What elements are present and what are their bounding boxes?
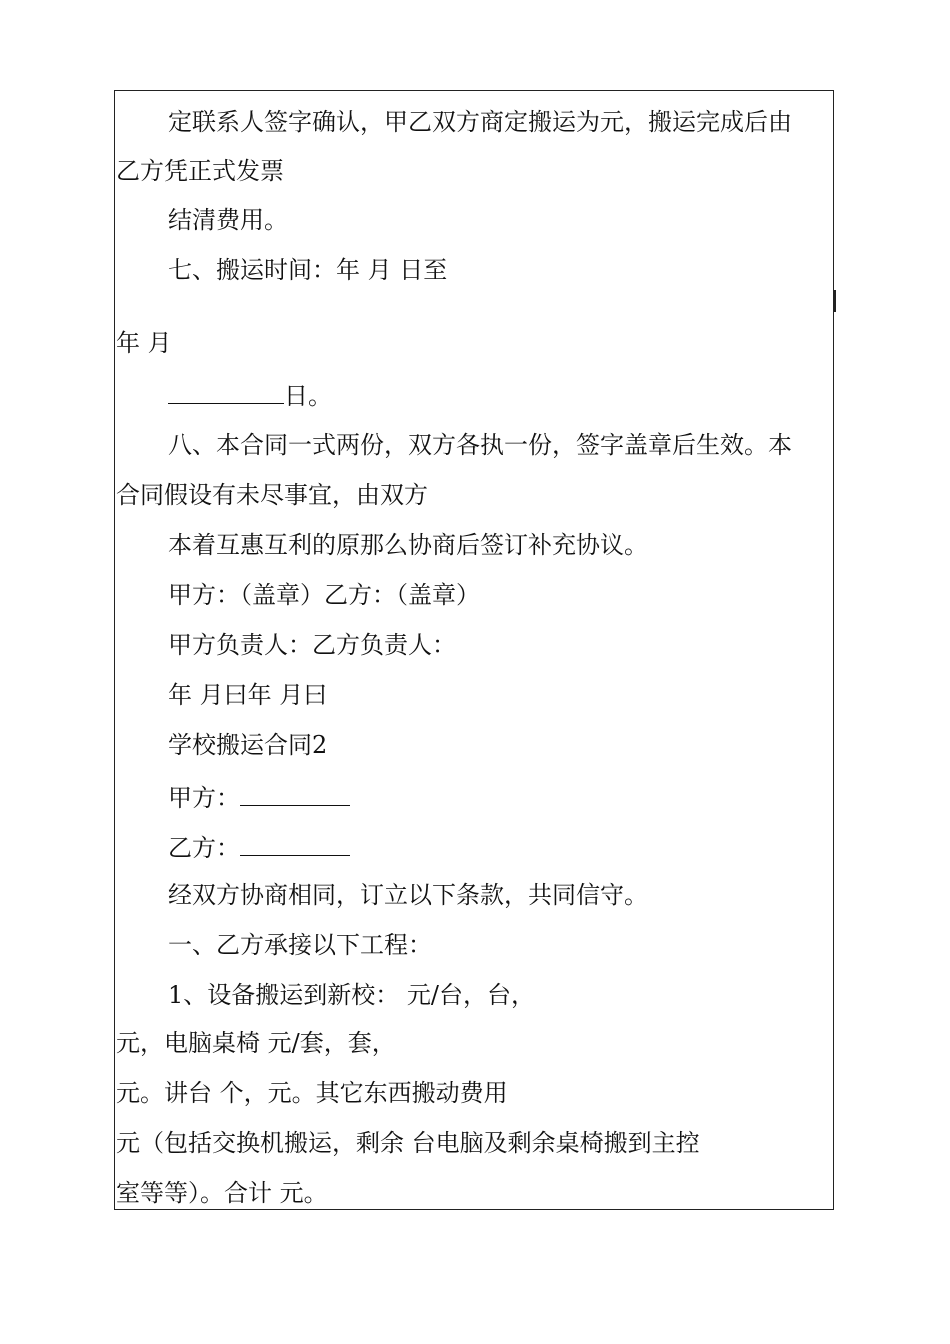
text-line: 一、乙方承接以下工程： [168,931,432,959]
text-fragment: 甲方： [168,784,240,812]
text-line: 1、设备搬运到新校： 元/台，台， [168,981,535,1009]
blank-underline [240,829,350,856]
text-line: 甲方负责人：乙方负责人： [168,631,456,659]
text-line: 合同假设有未尽事宜，由双方 [116,481,428,509]
blank-underline [240,779,350,806]
text-line: 甲方：（盖章）乙方：（盖章） [168,581,480,609]
text-line: 八、本合同一式两份，双方各执一份，签字盖章后生效。本 [168,431,792,459]
text-line: 室等等）。合计 元。 [116,1179,328,1207]
text-line: 经双方协商相同，订立以下条款，共同信守。 [168,881,648,909]
text-line: 乙方凭正式发票 [116,157,284,185]
text-line: 定联系人签字确认，甲乙双方商定搬运为元，搬运完成后由 [168,108,792,136]
frame-edge-mark [834,290,836,312]
text-fragment: 乙方： [168,834,240,862]
text-line: 结清费用。 [168,206,288,234]
text-line: 本着互惠互利的原那么协商后签订补充协议。 [168,531,648,559]
text-line: 元，电脑桌椅 元/套，套， [116,1029,396,1057]
text-line: 元。讲台 个，元。其它东西搬动费用 [116,1079,508,1107]
contract-title: 学校搬运合同2 [168,731,328,759]
blank-underline [168,377,284,404]
party-a-line [116,779,834,814]
date-line [116,377,834,412]
text-line: 元（包括交换机搬运，剩余 台电脑及剩余桌椅搬到主控 [116,1129,700,1157]
text-line: 年 月曰年 月曰 [168,681,328,709]
text-fragment: 日。 [284,382,332,410]
text-line: 年 月 [116,329,172,357]
text-line: 七、搬运时间：年 月 日至 [168,256,448,284]
party-b-line [116,829,834,864]
